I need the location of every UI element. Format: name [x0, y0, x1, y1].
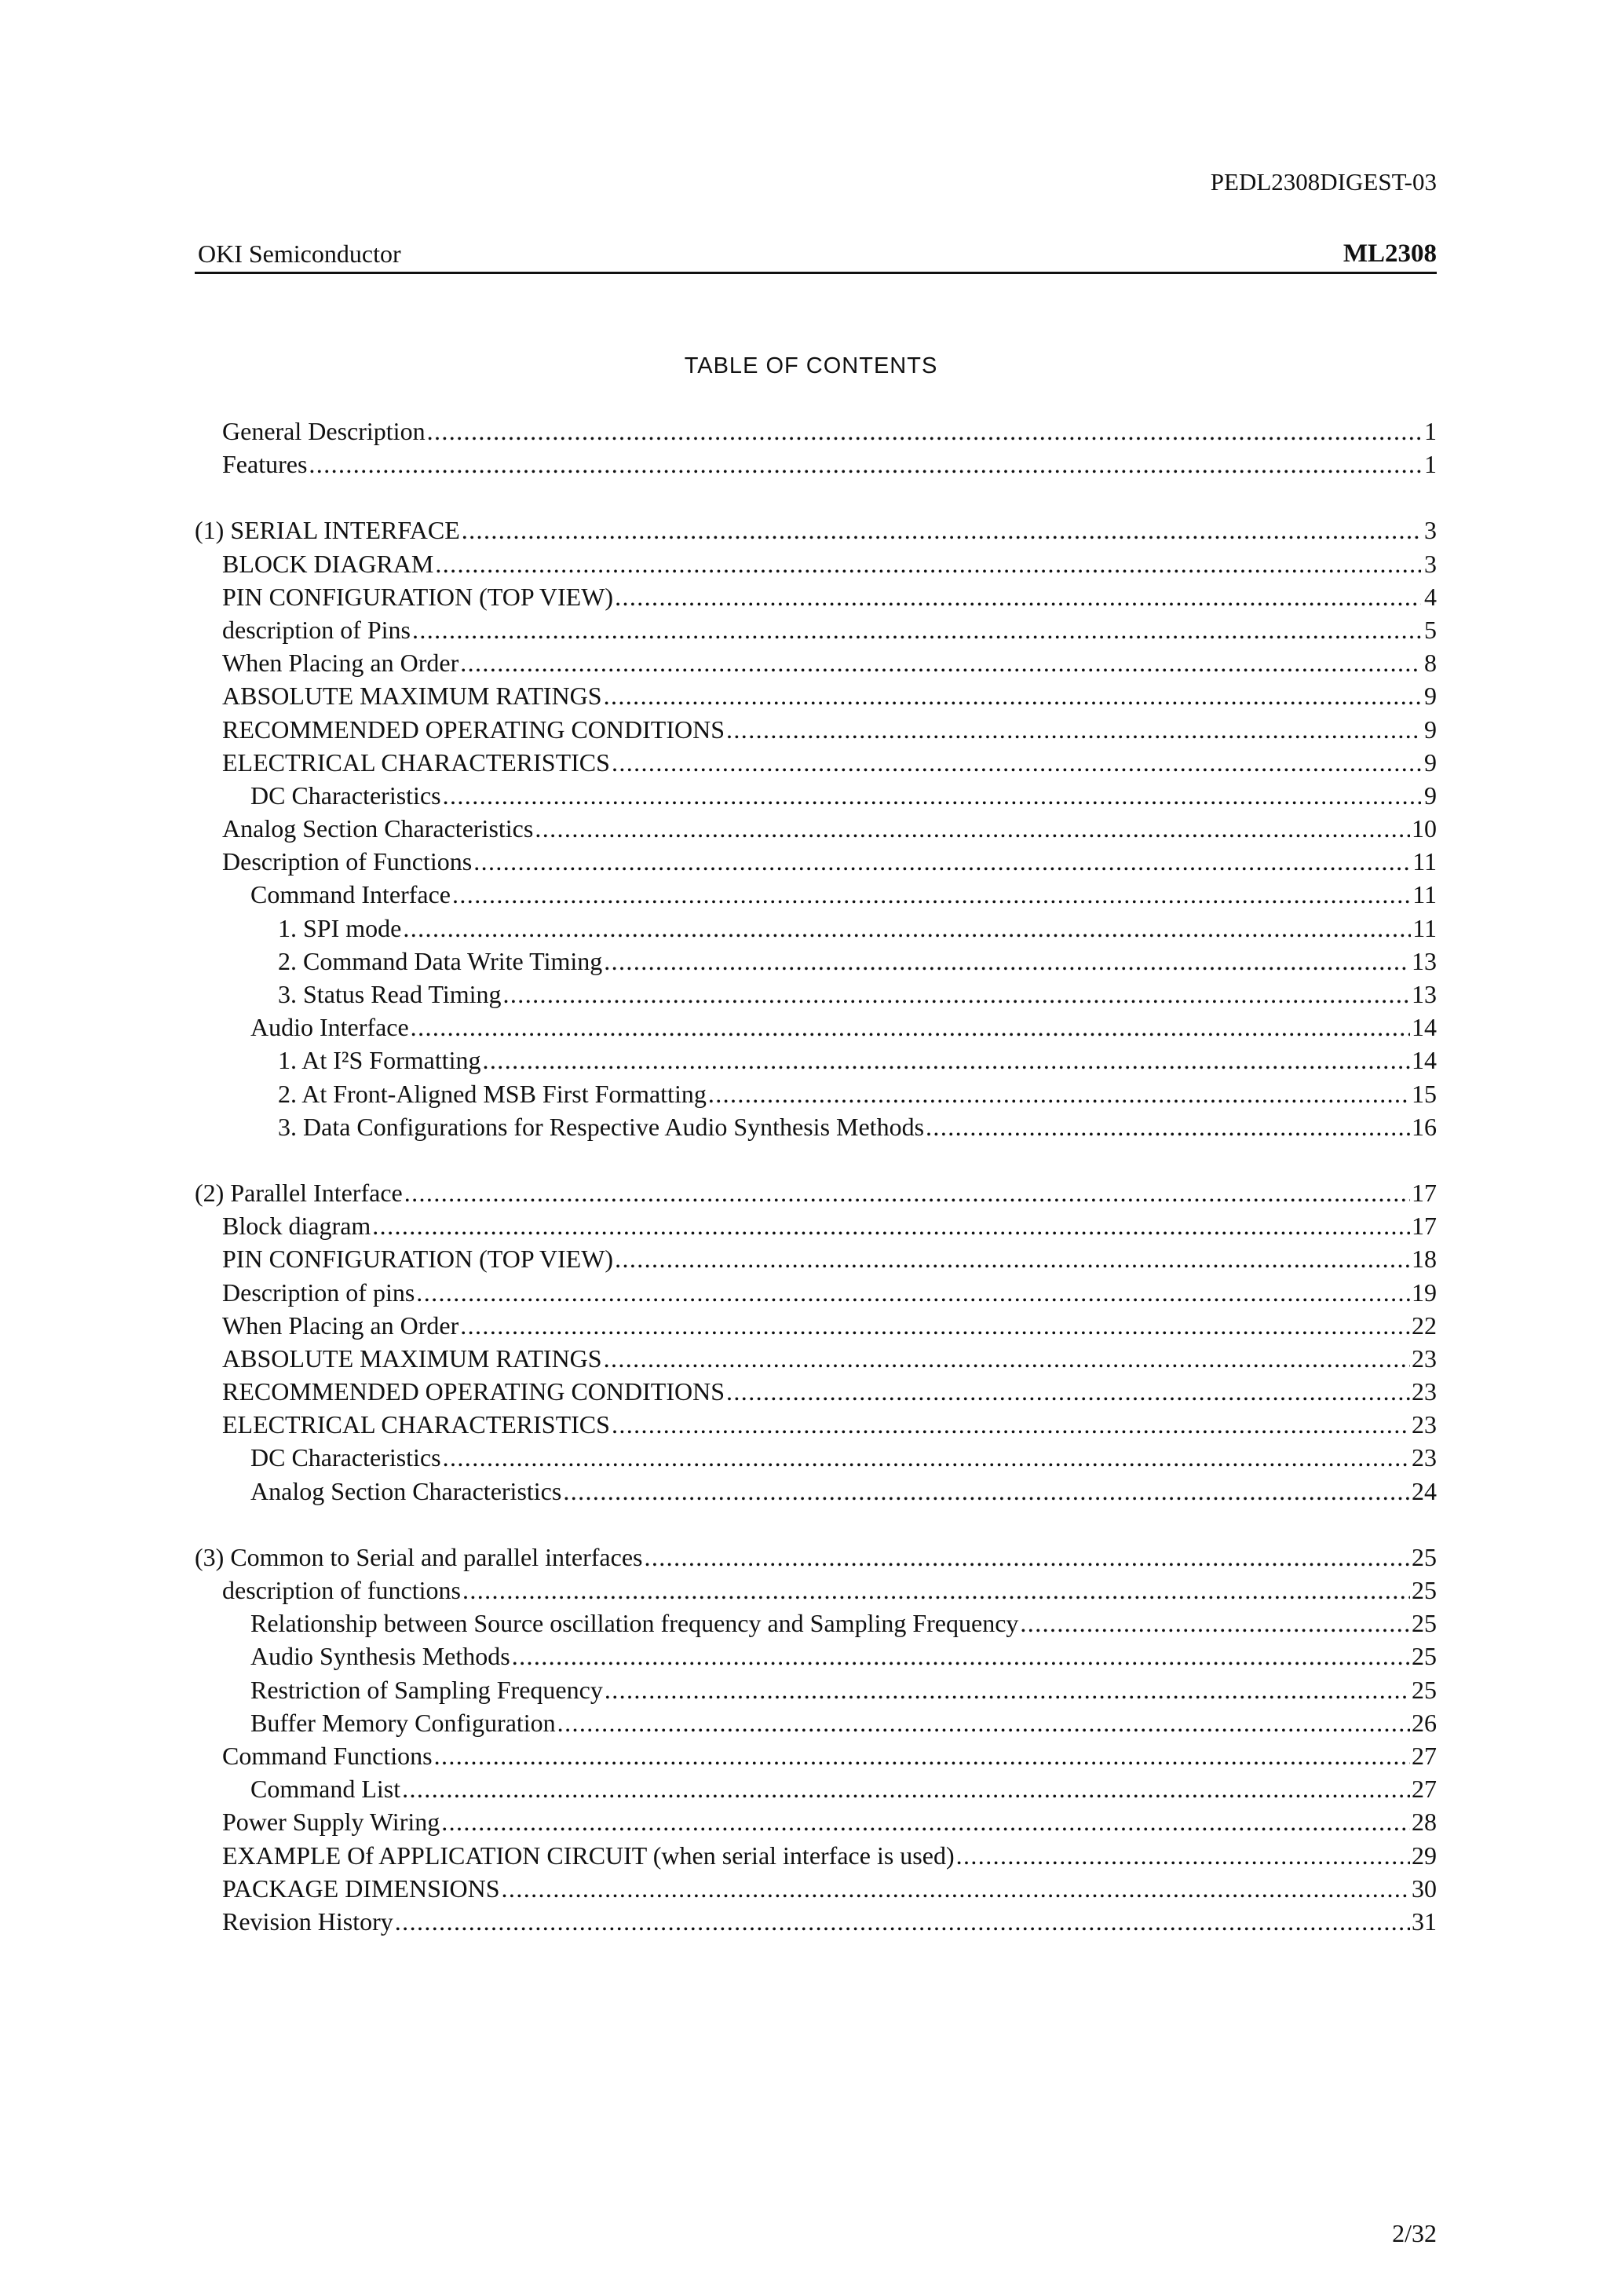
- toc-entry-title: Description of pins: [222, 1278, 415, 1307]
- dot-leader: [503, 978, 1411, 1011]
- toc-entry-page: 5: [1424, 615, 1437, 644]
- toc-entry-title: ELECTRICAL CHARACTERISTICS: [222, 1410, 610, 1439]
- toc-entry-title: 1. SPI mode: [278, 913, 402, 942]
- toc-entry[interactable]: [195, 1276, 1437, 1309]
- toc-entry[interactable]: [195, 1607, 1437, 1640]
- toc-entry-page: 25: [1412, 1542, 1437, 1571]
- dot-leader: [502, 1872, 1410, 1905]
- toc-entry-title: 3. Data Configurations for Respective Audio Synthesis Methods: [278, 1112, 925, 1141]
- toc-entry-title: RECOMMENDED OPERATING CONDITIONS: [222, 1377, 725, 1406]
- toc-entry[interactable]: [195, 646, 1437, 679]
- toc-entry-page: 11: [1412, 880, 1437, 909]
- toc-title: TABLE OF CONTENTS: [684, 353, 938, 378]
- dot-leader: [434, 1739, 1410, 1772]
- toc-entry[interactable]: [195, 1640, 1437, 1673]
- toc-entry[interactable]: [195, 1772, 1437, 1805]
- toc-entry[interactable]: [195, 1077, 1437, 1110]
- toc-entry-page: 18: [1412, 1245, 1437, 1274]
- toc-entry-title: Restriction of Sampling Frequency: [250, 1675, 603, 1704]
- toc-entry-page: 23: [1412, 1377, 1437, 1406]
- toc-entry-page: 25: [1412, 1642, 1437, 1671]
- toc-group: [195, 1176, 1437, 1508]
- toc-entry-page: 9: [1424, 781, 1437, 810]
- toc-entry-page: 19: [1412, 1278, 1437, 1307]
- toc-entry-page: 4: [1424, 582, 1437, 611]
- part-number: ML2308: [1343, 239, 1437, 268]
- toc-entry[interactable]: [195, 1475, 1437, 1508]
- toc-entry-page: 9: [1424, 682, 1437, 711]
- toc-entry-title: PIN CONFIGURATION (TOP VIEW): [222, 582, 614, 611]
- toc-entry-title: RECOMMENDED OPERATING CONDITIONS: [222, 715, 725, 744]
- company-name: OKI Semiconductor: [198, 239, 401, 268]
- toc-entry-title: DC Characteristics: [250, 781, 441, 810]
- toc-entry-title: Command Interface: [250, 880, 451, 909]
- toc-entry-page: 16: [1412, 1112, 1437, 1141]
- toc-group: [195, 415, 1437, 481]
- toc-entry[interactable]: [195, 1541, 1437, 1574]
- dot-leader: [309, 448, 1421, 481]
- toc-entry-page: 17: [1412, 1178, 1437, 1207]
- toc-entry-page: 23: [1412, 1410, 1437, 1439]
- toc-entry-page: 25: [1412, 1609, 1437, 1638]
- dot-leader: [1020, 1607, 1410, 1640]
- toc-entry-title: Relationship between Source oscillation frequency and Sampling Frequency: [250, 1609, 1019, 1638]
- toc-entry-page: 8: [1424, 649, 1437, 678]
- toc-entry[interactable]: [195, 713, 1437, 746]
- toc-entry-page: 25: [1412, 1675, 1437, 1704]
- toc-entry-page: 26: [1412, 1708, 1437, 1737]
- dot-leader: [372, 1209, 1410, 1242]
- dot-leader: [416, 1276, 1410, 1309]
- toc-entry[interactable]: [195, 613, 1437, 646]
- dot-leader: [644, 1541, 1410, 1574]
- toc-entry[interactable]: [195, 779, 1437, 812]
- toc-entry-title: General Description: [222, 417, 426, 445]
- dot-leader: [460, 1309, 1410, 1342]
- dot-leader: [473, 845, 1411, 878]
- toc-entry-title: description of Pins: [222, 615, 411, 644]
- toc-entry[interactable]: [195, 845, 1437, 878]
- toc-entry-page: 31: [1412, 1907, 1437, 1936]
- toc-entry-title: ELECTRICAL CHARACTERISTICS: [222, 748, 610, 777]
- toc-entry-page: 27: [1412, 1741, 1437, 1770]
- toc-entry-title: description of functions: [222, 1576, 461, 1604]
- toc-entry-title: ABSOLUTE MAXIMUM RATINGS: [222, 1344, 602, 1373]
- toc-entry[interactable]: [195, 878, 1437, 911]
- toc-entry-title: 2. At Front-Aligned MSB First Formatting: [278, 1079, 707, 1108]
- toc-entry-page: 1: [1424, 450, 1437, 479]
- dot-leader: [404, 1176, 1410, 1209]
- toc-entry-title: Features: [222, 450, 308, 479]
- toc-entry-page: 30: [1412, 1874, 1437, 1903]
- toc-entry-title: Command List: [250, 1775, 401, 1804]
- toc-entry[interactable]: [195, 580, 1437, 613]
- dot-leader: [726, 1375, 1410, 1408]
- dot-leader: [604, 1342, 1410, 1375]
- dot-leader: [726, 713, 1421, 746]
- toc-entry[interactable]: [195, 547, 1437, 580]
- toc-entry[interactable]: [195, 978, 1437, 1011]
- toc-entry-title: 1. At I²S Formatting: [278, 1046, 481, 1075]
- toc-entry[interactable]: [195, 1375, 1437, 1408]
- dot-leader: [612, 746, 1421, 779]
- dot-leader: [452, 878, 1411, 911]
- toc-entry-page: 24: [1412, 1476, 1437, 1505]
- dot-leader: [604, 679, 1421, 712]
- toc-entry-title: Buffer Memory Configuration: [250, 1708, 556, 1737]
- dot-leader: [483, 1044, 1411, 1077]
- toc-entry-title: DC Characteristics: [250, 1443, 441, 1472]
- dot-leader: [605, 1673, 1410, 1706]
- toc-entry-page: 9: [1424, 715, 1437, 744]
- toc-group: [195, 514, 1437, 1143]
- toc-entry-page: 23: [1412, 1344, 1437, 1373]
- toc-entry[interactable]: [195, 1176, 1437, 1209]
- dot-leader: [441, 1805, 1410, 1838]
- dot-leader: [395, 1905, 1410, 1938]
- toc-entry[interactable]: [195, 1905, 1437, 1938]
- toc-entry-page: 25: [1412, 1576, 1437, 1604]
- toc-entry-title: BLOCK DIAGRAM: [222, 549, 434, 578]
- toc-entry-title: Revision History: [222, 1907, 393, 1936]
- toc-entry[interactable]: [195, 1673, 1437, 1706]
- toc-entry[interactable]: [195, 1441, 1437, 1474]
- toc-entry-title: When Placing an Order: [222, 1311, 459, 1340]
- toc-entry-page: 17: [1412, 1212, 1437, 1241]
- toc-entry-page: 11: [1412, 913, 1437, 942]
- toc-entry-title: Audio Synthesis Methods: [250, 1642, 510, 1671]
- toc-entry-page: 29: [1412, 1841, 1437, 1870]
- toc-entry-title: Command Functions: [222, 1741, 433, 1770]
- toc-entry-page: 28: [1412, 1808, 1437, 1837]
- toc-entry[interactable]: [195, 746, 1437, 779]
- dot-leader: [462, 514, 1421, 547]
- toc-entry-title: 2. Command Data Write Timing: [278, 946, 603, 975]
- dot-leader: [557, 1706, 1410, 1739]
- table-of-contents: [195, 415, 1437, 1938]
- toc-entry-page: 3: [1424, 516, 1437, 545]
- dot-leader: [615, 580, 1421, 613]
- dot-leader: [512, 1640, 1410, 1673]
- toc-entry-title: When Placing an Order: [222, 649, 459, 678]
- dot-leader: [563, 1475, 1410, 1508]
- toc-entry[interactable]: [195, 812, 1437, 845]
- toc-entry[interactable]: [195, 1872, 1437, 1905]
- dot-leader: [604, 945, 1410, 978]
- dot-leader: [411, 1011, 1410, 1044]
- toc-entry[interactable]: [195, 1342, 1437, 1375]
- dot-leader: [708, 1077, 1410, 1110]
- toc-entry-page: 11: [1412, 847, 1437, 876]
- toc-entry-page: 3: [1424, 549, 1437, 578]
- toc-entry-page: 13: [1412, 980, 1437, 1008]
- toc-entry-title: Analog Section Characteristics: [250, 1476, 562, 1505]
- page-number: 2/32: [1392, 2219, 1437, 2247]
- dot-leader: [427, 415, 1421, 448]
- toc-entry[interactable]: [195, 1408, 1437, 1441]
- toc-entry-title: (2) Parallel Interface: [195, 1178, 403, 1207]
- toc-entry[interactable]: [195, 679, 1437, 712]
- toc-entry-title: Block diagram: [222, 1212, 371, 1241]
- toc-entry[interactable]: [195, 1011, 1437, 1044]
- toc-entry-page: 23: [1412, 1443, 1437, 1472]
- dot-leader: [403, 912, 1411, 945]
- dot-leader: [615, 1242, 1410, 1275]
- toc-entry[interactable]: [195, 1839, 1437, 1872]
- dot-leader: [612, 1408, 1410, 1441]
- toc-entry-title: EXAMPLE Of APPLICATION CIRCUIT (when serial interface is used): [222, 1841, 955, 1870]
- toc-entry-page: 27: [1412, 1775, 1437, 1804]
- toc-entry[interactable]: [195, 1110, 1437, 1143]
- toc-entry-page: 10: [1412, 814, 1437, 843]
- dot-leader: [926, 1110, 1410, 1143]
- dot-leader: [443, 779, 1421, 812]
- toc-entry-title: PACKAGE DIMENSIONS: [222, 1874, 500, 1903]
- toc-entry[interactable]: [195, 1209, 1437, 1242]
- dot-leader: [460, 646, 1421, 679]
- toc-entry-title: ABSOLUTE MAXIMUM RATINGS: [222, 682, 602, 711]
- dot-leader: [443, 1441, 1410, 1474]
- toc-entry-page: 14: [1412, 1046, 1437, 1075]
- dot-leader: [435, 547, 1421, 580]
- dot-leader: [535, 812, 1410, 845]
- toc-entry-title: (1) SERIAL INTERFACE: [195, 516, 460, 545]
- toc-entry-title: Analog Section Characteristics: [222, 814, 534, 843]
- toc-entry[interactable]: [195, 1706, 1437, 1739]
- toc-entry[interactable]: [195, 1044, 1437, 1077]
- toc-entry-page: 1: [1424, 417, 1437, 445]
- toc-entry[interactable]: [195, 1805, 1437, 1838]
- document-code: PEDL2308DIGEST-03: [1210, 168, 1437, 196]
- toc-entry[interactable]: [195, 514, 1437, 547]
- toc-entry-title: Power Supply Wiring: [222, 1808, 440, 1837]
- toc-entry-title: Description of Functions: [222, 847, 473, 876]
- page-header: [195, 236, 1437, 274]
- toc-entry[interactable]: [195, 1739, 1437, 1772]
- dot-leader: [412, 613, 1421, 646]
- toc-entry-page: 13: [1412, 946, 1437, 975]
- toc-entry-page: 9: [1424, 748, 1437, 777]
- toc-entry-page: 14: [1412, 1013, 1437, 1042]
- toc-entry[interactable]: [195, 945, 1437, 978]
- toc-entry[interactable]: [195, 1242, 1437, 1275]
- dot-leader: [402, 1772, 1410, 1805]
- dot-leader: [462, 1574, 1410, 1607]
- toc-entry[interactable]: [195, 415, 1437, 448]
- toc-entry-page: 15: [1412, 1079, 1437, 1108]
- toc-entry[interactable]: [195, 1309, 1437, 1342]
- toc-entry-title: PIN CONFIGURATION (TOP VIEW): [222, 1245, 614, 1274]
- toc-entry[interactable]: [195, 448, 1437, 481]
- toc-entry[interactable]: [195, 912, 1437, 945]
- toc-group: [195, 1541, 1437, 1938]
- toc-entry-page: 22: [1412, 1311, 1437, 1340]
- toc-entry-title: (3) Common to Serial and parallel interfaces: [195, 1542, 643, 1571]
- toc-entry-title: Audio Interface: [250, 1013, 409, 1042]
- toc-entry[interactable]: [195, 1574, 1437, 1607]
- toc-entry-title: 3. Status Read Timing: [278, 980, 502, 1008]
- dot-leader: [956, 1839, 1410, 1872]
